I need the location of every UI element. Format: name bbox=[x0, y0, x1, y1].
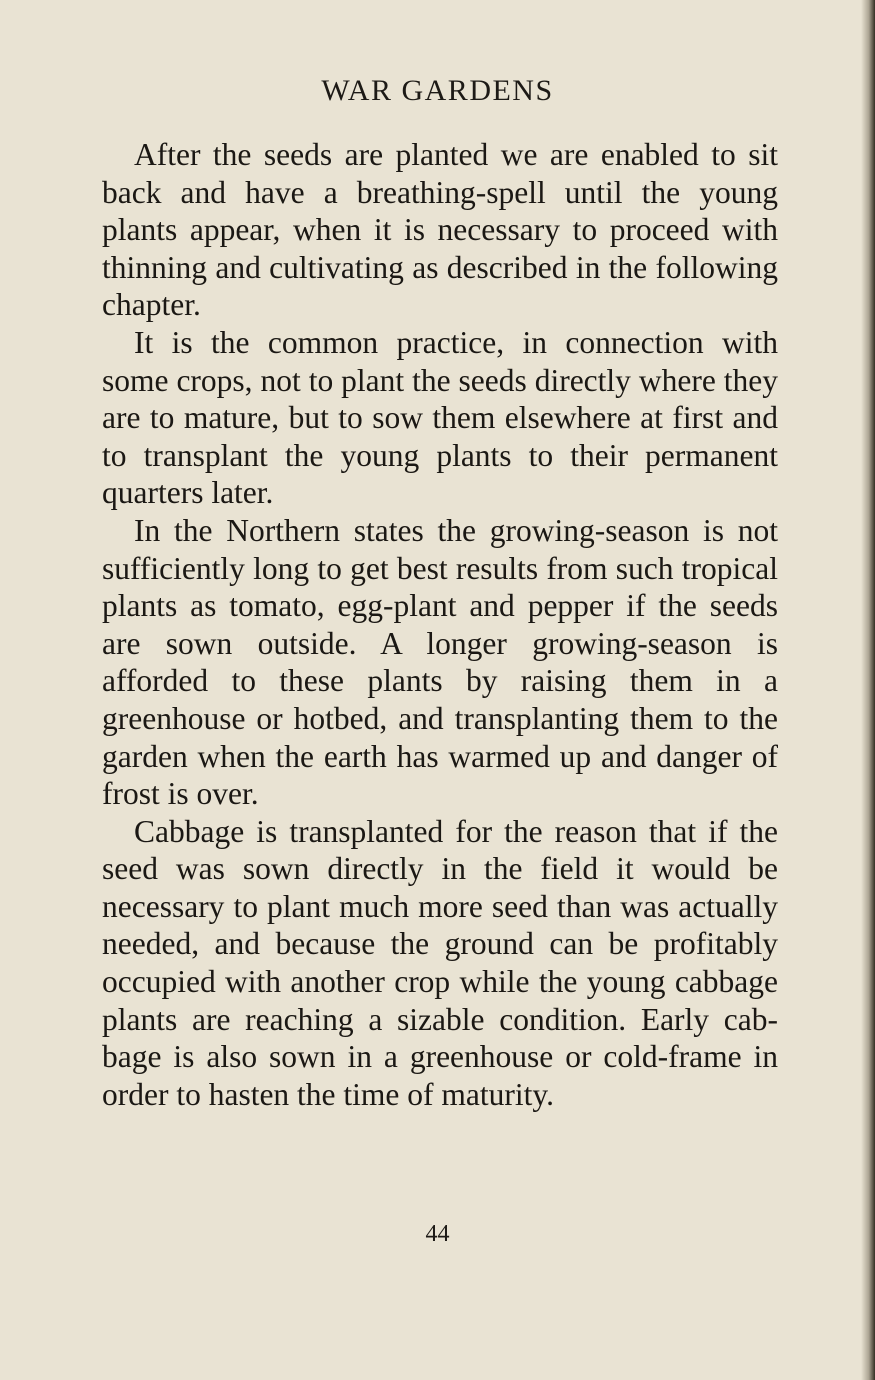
body-text bbox=[102, 136, 778, 1113]
paragraph-3: In the Northern states the growing-season is not sufficiently long to get best results from such tropical plants as tomato, egg-plant and pepper if the seeds are sown outside. A longer growing-season is afforded to these plants by raising them in a greenhouse or hotbed, and transplanting them to the garden when the earth has warmed up and danger of frost is over. bbox=[102, 512, 778, 812]
page-edge-shadow bbox=[861, 0, 875, 1380]
paragraph-1: After the seeds are planted we are enabled to sit back and have a breathing-spell until the young plants appear, when it is necessary to proceed with thinning and cultivating as described in the following chapter. bbox=[102, 137, 778, 323]
page-number: 44 bbox=[425, 1221, 450, 1247]
paragraph-4: Cabbage is transplanted for the reason that if the seed was sown directly in the field it would be necessary to plant much more seed than was actually needed, and because the ground can be profitably occupied with another crop while the young cabbage plants are reaching a sizable condition. Early cab-bage is also sown in a greenhouse or cold-frame in order to hasten the time of maturity. bbox=[102, 813, 778, 1112]
running-title: WAR GARDENS bbox=[321, 74, 554, 107]
paragraph-2: It is the common practice, in connection with some crops, not to plant the seeds directly where they are to mature, but to sow them elsewhere at first and to transplant the young plants to their permanent quarters later. bbox=[102, 324, 778, 511]
